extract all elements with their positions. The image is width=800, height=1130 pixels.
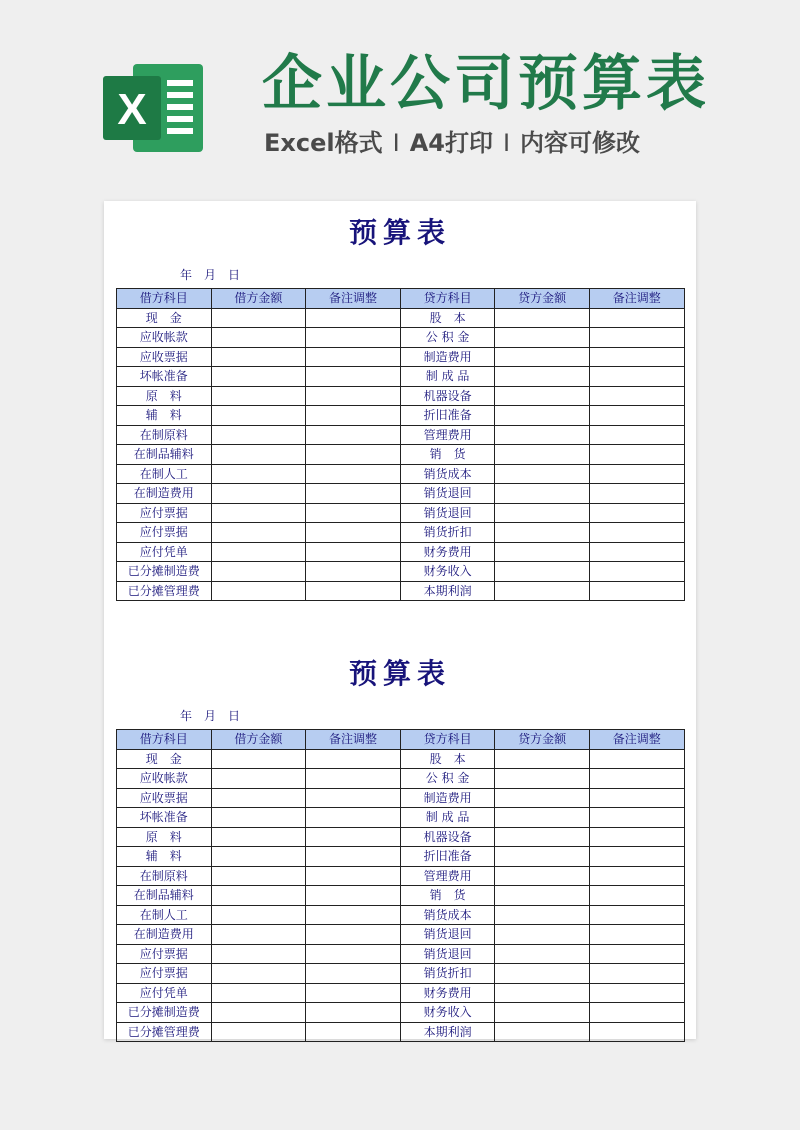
table-header-row: [117, 730, 685, 750]
budget-table: [116, 288, 685, 601]
account-cell: 销货退回: [400, 925, 495, 945]
table-row: [117, 1003, 685, 1023]
amount-cell[interactable]: [211, 749, 306, 769]
account-cell: 在制原料: [117, 866, 212, 886]
amount-cell[interactable]: [495, 445, 590, 465]
account-cell: 财务收入: [400, 1003, 495, 1023]
amount-cell[interactable]: [495, 503, 590, 523]
table-row: [117, 523, 685, 543]
date-year: 年: [180, 268, 193, 282]
account-cell: 折旧准备: [400, 847, 495, 867]
subtitle-print: A4打印: [409, 129, 493, 157]
amount-cell[interactable]: [589, 542, 684, 562]
amount-cell[interactable]: [306, 367, 401, 387]
amount-cell[interactable]: [211, 367, 306, 387]
amount-cell[interactable]: [306, 866, 401, 886]
amount-cell[interactable]: [211, 905, 306, 925]
date-day: 日: [228, 268, 241, 282]
table-row: [117, 886, 685, 906]
table-row: [117, 484, 685, 504]
column-header: 借方金额: [211, 730, 306, 750]
table-row: [117, 464, 685, 484]
column-header: 借方金额: [211, 289, 306, 309]
account-cell: 在制原料: [117, 425, 212, 445]
amount-cell[interactable]: [589, 886, 684, 906]
amount-cell[interactable]: [495, 827, 590, 847]
account-cell: 在制人工: [117, 464, 212, 484]
account-cell: 应付凭单: [117, 542, 212, 562]
amount-cell[interactable]: [495, 944, 590, 964]
date-year: 年: [180, 709, 193, 723]
account-cell: 应付票据: [117, 503, 212, 523]
amount-cell[interactable]: [306, 464, 401, 484]
logo-letter: X: [117, 85, 147, 134]
amount-cell[interactable]: [495, 769, 590, 789]
account-cell: 管理费用: [400, 425, 495, 445]
column-header: 备注调整: [306, 289, 401, 309]
amount-cell[interactable]: [589, 562, 684, 582]
subtitle-editable: 内容可修改: [520, 129, 641, 157]
amount-cell[interactable]: [495, 866, 590, 886]
amount-cell[interactable]: [306, 1022, 401, 1042]
amount-cell[interactable]: [211, 788, 306, 808]
account-cell: 在制人工: [117, 905, 212, 925]
amount-cell[interactable]: [306, 769, 401, 789]
budget-table: [116, 729, 685, 1042]
column-header: 贷方金额: [495, 289, 590, 309]
table-row: [117, 445, 685, 465]
amount-cell[interactable]: [589, 484, 684, 504]
account-cell: 管理费用: [400, 866, 495, 886]
account-cell: 销 货: [400, 445, 495, 465]
table-row: [117, 308, 685, 328]
account-cell: 折旧准备: [400, 406, 495, 426]
amount-cell[interactable]: [589, 983, 684, 1003]
amount-cell[interactable]: [589, 367, 684, 387]
amount-cell[interactable]: [211, 425, 306, 445]
account-cell: 销 货: [400, 886, 495, 906]
table-row: [117, 562, 685, 582]
amount-cell[interactable]: [495, 749, 590, 769]
page-subtitle: [264, 126, 640, 160]
amount-cell[interactable]: [589, 788, 684, 808]
amount-cell[interactable]: [589, 386, 684, 406]
table-row: [117, 386, 685, 406]
column-header: 贷方科目: [400, 730, 495, 750]
account-cell: 应付票据: [117, 523, 212, 543]
account-cell: 现 金: [117, 308, 212, 328]
amount-cell[interactable]: [589, 866, 684, 886]
amount-cell[interactable]: [495, 905, 590, 925]
account-cell: 在制造费用: [117, 484, 212, 504]
amount-cell[interactable]: [589, 964, 684, 984]
amount-cell[interactable]: [211, 562, 306, 582]
account-cell: 股 本: [400, 749, 495, 769]
amount-cell[interactable]: [495, 425, 590, 445]
account-cell: 原 料: [117, 827, 212, 847]
amount-cell[interactable]: [211, 983, 306, 1003]
amount-cell[interactable]: [589, 905, 684, 925]
table-row: [117, 964, 685, 984]
amount-cell[interactable]: [589, 581, 684, 601]
table-row: [117, 788, 685, 808]
amount-cell[interactable]: [211, 581, 306, 601]
table-row: [117, 827, 685, 847]
amount-cell[interactable]: [495, 581, 590, 601]
account-cell: 原 料: [117, 386, 212, 406]
account-cell: 坏帐准备: [117, 367, 212, 387]
subtitle-separator: I: [392, 129, 400, 157]
amount-cell[interactable]: [211, 886, 306, 906]
table-row: [117, 944, 685, 964]
table-header-row: [117, 289, 685, 309]
amount-cell[interactable]: [589, 1003, 684, 1023]
account-cell: 已分摊管理费: [117, 1022, 212, 1042]
column-header: 备注调整: [589, 289, 684, 309]
account-cell: 已分摊管理费: [117, 581, 212, 601]
amount-cell[interactable]: [211, 328, 306, 348]
amount-cell[interactable]: [211, 866, 306, 886]
table-row: [117, 749, 685, 769]
amount-cell[interactable]: [589, 406, 684, 426]
date-line: [180, 267, 252, 283]
amount-cell[interactable]: [589, 808, 684, 828]
amount-cell[interactable]: [495, 406, 590, 426]
amount-cell[interactable]: [211, 464, 306, 484]
amount-cell[interactable]: [589, 749, 684, 769]
amount-cell[interactable]: [495, 964, 590, 984]
account-cell: 坏帐准备: [117, 808, 212, 828]
amount-cell[interactable]: [589, 328, 684, 348]
amount-cell[interactable]: [495, 886, 590, 906]
account-cell: 财务费用: [400, 542, 495, 562]
table-row: [117, 425, 685, 445]
amount-cell[interactable]: [306, 581, 401, 601]
table-row: [117, 925, 685, 945]
amount-cell[interactable]: [589, 769, 684, 789]
amount-cell[interactable]: [306, 406, 401, 426]
amount-cell[interactable]: [495, 562, 590, 582]
amount-cell[interactable]: [306, 1003, 401, 1023]
amount-cell[interactable]: [306, 905, 401, 925]
excel-logo-icon: [103, 58, 213, 158]
account-cell: 股 本: [400, 308, 495, 328]
amount-cell[interactable]: [306, 749, 401, 769]
amount-cell[interactable]: [306, 445, 401, 465]
amount-cell[interactable]: [495, 464, 590, 484]
table-row: [117, 808, 685, 828]
amount-cell[interactable]: [589, 827, 684, 847]
date-line: [180, 708, 252, 724]
subtitle-separator: I: [502, 129, 511, 157]
account-cell: 辅 料: [117, 847, 212, 867]
amount-cell[interactable]: [211, 925, 306, 945]
account-cell: 应收帐款: [117, 769, 212, 789]
subtitle-format: Excel格式: [264, 129, 383, 157]
column-header: 备注调整: [306, 730, 401, 750]
account-cell: 销货退回: [400, 503, 495, 523]
amount-cell[interactable]: [495, 386, 590, 406]
amount-cell[interactable]: [495, 542, 590, 562]
account-cell: 销货退回: [400, 944, 495, 964]
amount-cell[interactable]: [495, 367, 590, 387]
amount-cell[interactable]: [211, 847, 306, 867]
amount-cell[interactable]: [495, 484, 590, 504]
account-cell: 制造费用: [400, 788, 495, 808]
amount-cell[interactable]: [306, 308, 401, 328]
table-row: [117, 769, 685, 789]
account-cell: 本期利润: [400, 581, 495, 601]
column-header: 借方科目: [117, 730, 212, 750]
amount-cell[interactable]: [211, 1003, 306, 1023]
amount-cell[interactable]: [211, 769, 306, 789]
page-title: 企业公司预算表: [262, 49, 710, 119]
account-cell: 已分摊制造费: [117, 562, 212, 582]
amount-cell[interactable]: [495, 347, 590, 367]
table-row: [117, 581, 685, 601]
column-header: 贷方金额: [495, 730, 590, 750]
table-row: [117, 367, 685, 387]
page-header: [0, 0, 800, 200]
amount-cell[interactable]: [306, 925, 401, 945]
table-row: [117, 905, 685, 925]
amount-cell[interactable]: [211, 523, 306, 543]
account-cell: 财务收入: [400, 562, 495, 582]
account-cell: 在制品辅料: [117, 445, 212, 465]
account-cell: 应收票据: [117, 347, 212, 367]
amount-cell[interactable]: [589, 503, 684, 523]
amount-cell[interactable]: [306, 847, 401, 867]
date-month: 月: [204, 709, 217, 723]
amount-cell[interactable]: [589, 1022, 684, 1042]
account-cell: 制 成 品: [400, 808, 495, 828]
amount-cell[interactable]: [211, 406, 306, 426]
account-cell: 财务费用: [400, 983, 495, 1003]
date-month: 月: [204, 268, 217, 282]
amount-cell[interactable]: [495, 308, 590, 328]
column-header: 备注调整: [589, 730, 684, 750]
amount-cell[interactable]: [495, 1003, 590, 1023]
amount-cell[interactable]: [306, 827, 401, 847]
account-cell: 在制品辅料: [117, 886, 212, 906]
account-cell: 销货成本: [400, 464, 495, 484]
amount-cell[interactable]: [589, 847, 684, 867]
table-row: [117, 1022, 685, 1042]
account-cell: 应收票据: [117, 788, 212, 808]
amount-cell[interactable]: [495, 1022, 590, 1042]
account-cell: 本期利润: [400, 1022, 495, 1042]
account-cell: 公 积 金: [400, 769, 495, 789]
account-cell: 销货折扣: [400, 964, 495, 984]
amount-cell[interactable]: [589, 523, 684, 543]
table-row: [117, 847, 685, 867]
account-cell: 现 金: [117, 749, 212, 769]
amount-cell[interactable]: [211, 964, 306, 984]
account-cell: 销货成本: [400, 905, 495, 925]
account-cell: 制造费用: [400, 347, 495, 367]
amount-cell[interactable]: [211, 827, 306, 847]
table-row: [117, 503, 685, 523]
amount-cell[interactable]: [495, 328, 590, 348]
amount-cell[interactable]: [306, 503, 401, 523]
column-header: 贷方科目: [400, 289, 495, 309]
amount-cell[interactable]: [306, 983, 401, 1003]
account-cell: 已分摊制造费: [117, 1003, 212, 1023]
account-cell: 机器设备: [400, 827, 495, 847]
amount-cell[interactable]: [589, 347, 684, 367]
amount-cell[interactable]: [211, 503, 306, 523]
amount-cell[interactable]: [495, 983, 590, 1003]
document-page: [104, 201, 696, 1039]
account-cell: 销货退回: [400, 484, 495, 504]
amount-cell[interactable]: [211, 542, 306, 562]
column-header: 借方科目: [117, 289, 212, 309]
account-cell: 应付票据: [117, 944, 212, 964]
amount-cell[interactable]: [306, 542, 401, 562]
amount-cell[interactable]: [589, 308, 684, 328]
amount-cell[interactable]: [306, 808, 401, 828]
table-row: [117, 347, 685, 367]
amount-cell[interactable]: [211, 347, 306, 367]
amount-cell[interactable]: [306, 484, 401, 504]
sheet-title: 预算表: [348, 657, 451, 690]
amount-cell[interactable]: [211, 445, 306, 465]
account-cell: 制 成 品: [400, 367, 495, 387]
amount-cell[interactable]: [306, 425, 401, 445]
amount-cell[interactable]: [306, 562, 401, 582]
amount-cell[interactable]: [306, 523, 401, 543]
account-cell: 公 积 金: [400, 328, 495, 348]
amount-cell[interactable]: [306, 944, 401, 964]
account-cell: 应付凭单: [117, 983, 212, 1003]
amount-cell[interactable]: [306, 386, 401, 406]
amount-cell[interactable]: [495, 523, 590, 543]
amount-cell[interactable]: [589, 464, 684, 484]
table-row: [117, 328, 685, 348]
table-row: [117, 983, 685, 1003]
amount-cell[interactable]: [306, 328, 401, 348]
amount-cell[interactable]: [306, 964, 401, 984]
account-cell: 应收帐款: [117, 328, 212, 348]
account-cell: 应付票据: [117, 964, 212, 984]
amount-cell[interactable]: [211, 944, 306, 964]
amount-cell[interactable]: [211, 808, 306, 828]
table-row: [117, 542, 685, 562]
account-cell: 在制造费用: [117, 925, 212, 945]
date-day: 日: [228, 709, 241, 723]
amount-cell[interactable]: [589, 445, 684, 465]
amount-cell[interactable]: [306, 886, 401, 906]
amount-cell[interactable]: [211, 484, 306, 504]
amount-cell[interactable]: [589, 944, 684, 964]
table-row: [117, 866, 685, 886]
amount-cell[interactable]: [495, 847, 590, 867]
table-row: [117, 406, 685, 426]
account-cell: 销货折扣: [400, 523, 495, 543]
amount-cell[interactable]: [306, 788, 401, 808]
amount-cell[interactable]: [306, 347, 401, 367]
amount-cell[interactable]: [211, 1022, 306, 1042]
amount-cell[interactable]: [495, 808, 590, 828]
amount-cell[interactable]: [495, 788, 590, 808]
amount-cell[interactable]: [211, 386, 306, 406]
account-cell: 辅 料: [117, 406, 212, 426]
sheet-title: 预算表: [348, 216, 451, 249]
amount-cell[interactable]: [495, 925, 590, 945]
account-cell: 机器设备: [400, 386, 495, 406]
amount-cell[interactable]: [589, 925, 684, 945]
amount-cell[interactable]: [211, 308, 306, 328]
amount-cell[interactable]: [589, 425, 684, 445]
